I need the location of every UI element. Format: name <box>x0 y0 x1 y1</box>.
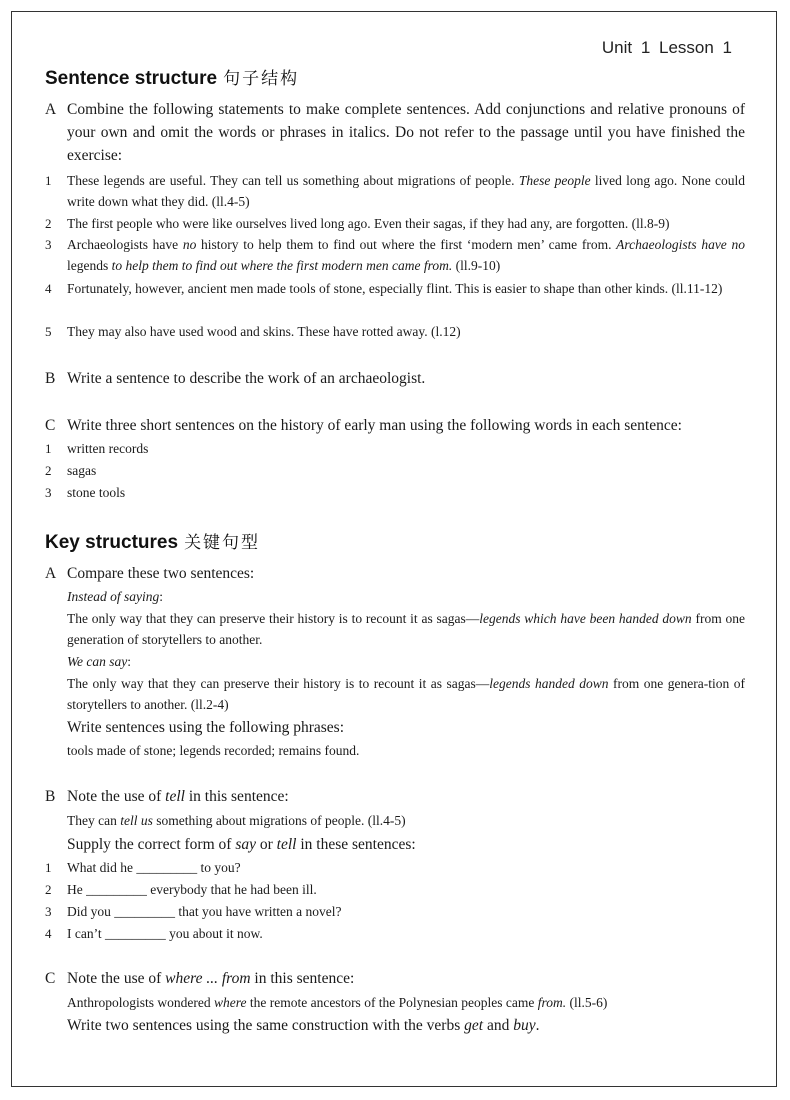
write-instruction: Write sentences using the following phrases: <box>67 719 345 736</box>
item-number: 3 <box>45 485 52 500</box>
ks-a-instead <box>45 586 745 608</box>
ks-b-item-3 <box>45 901 745 923</box>
item-text: Did you _________ that you have written a novel? <box>67 904 342 919</box>
heading-en: Key structures <box>45 532 179 553</box>
write-instruction: Write two sentences using the same construction with the verbs get and buy. <box>67 1017 540 1034</box>
ks-b-item-4 <box>45 923 745 945</box>
unit-lesson-header: Unit 1 Lesson 1 <box>601 38 732 57</box>
exercise-instruction: Note the use of where ... from in this sentence: <box>67 970 355 987</box>
ks-a-sentence-2 <box>45 673 745 717</box>
example-sentence: Anthropologists wondered where the remote ancestors of the Polynesian peoples came from. (ll.5-6) <box>67 995 608 1010</box>
ss-a-item-1 <box>45 170 745 214</box>
ss-c-item-2 <box>45 460 745 482</box>
example-sentence: The only way that they can preserve their history is to recount it as sagas—legends which have been handed down from one generation of storytellers to another. <box>67 611 745 647</box>
ss-a-item-2 <box>45 213 745 235</box>
ks-a-wecan <box>45 651 745 673</box>
item-text: They may also have used wood and skins. These have rotted away. (l.12) <box>67 324 461 339</box>
example-sentence: They can tell us something about migrations of people. (ll.4-5) <box>67 813 406 828</box>
ss-a-item-3 <box>45 234 745 278</box>
page-frame <box>11 11 777 1087</box>
item-text: The first people who were like ourselves lived long ago. Even their sagas, if they had any, are forgotten. (ll.8-9) <box>67 216 670 231</box>
exercise-ks-b <box>45 785 745 809</box>
item-text: These legends are useful. They can tell us something about migrations of people. These people lived long ago. None could write down what they did. (ll.4-5) <box>67 173 745 209</box>
exercise-label: A <box>45 565 57 582</box>
exercise-instruction: Write three short sentences on the history of early man using the following words in each sentence: <box>67 417 682 434</box>
item-number: 3 <box>45 237 52 252</box>
ks-a-write <box>45 716 745 740</box>
ks-c-write <box>45 1014 745 1038</box>
exercise-label: B <box>45 788 56 805</box>
ks-a-sentence-1 <box>45 608 745 652</box>
answer-blank[interactable]: _________ <box>104 926 166 941</box>
item-text: written records <box>67 441 149 456</box>
exercise-label: B <box>45 370 56 387</box>
item-text: He _________ everybody that he had been ill. <box>67 882 317 897</box>
item-number: 2 <box>45 463 52 478</box>
answer-blank[interactable]: _________ <box>86 882 147 897</box>
item-text: I can’t _________ you about it now. <box>67 926 263 941</box>
example-sentence: The only way that they can preserve their history is to recount it as sagas—legends handed down from one genera-tion of storytellers to another. (ll.2-4) <box>67 676 745 712</box>
exercise-label: C <box>45 417 56 434</box>
ss-a-item-4 <box>45 278 745 322</box>
item-text: Fortunately, however, ancient men made tools of stone, especially flint. This is easier to shape than other kinds. (ll.11-12) <box>67 281 723 296</box>
ks-b-item-1 <box>45 857 745 879</box>
textbook-page <box>12 12 778 1088</box>
ks-a-phrases <box>45 740 745 762</box>
ss-c-item-3 <box>45 482 745 504</box>
item-number: 1 <box>45 860 52 875</box>
item-text: What did he _________ to you? <box>67 860 241 875</box>
exercise-instruction: Combine the following statements to make complete sentences. Add conjunctions and relative pronouns of your own and omit the words or phrases in italics. Do not refer to the passage until you have finished the exercise: <box>67 101 745 164</box>
exercise-label: C <box>45 970 56 987</box>
item-text: Archaeologists have no history to help them to find out where the first ‘modern men’ came from. Archaeologists have no legends to help them to find out where the first modern men came from. (ll.9-10) <box>67 237 745 273</box>
exercise-ss-b <box>45 367 745 391</box>
sentence-structure-heading <box>45 64 299 90</box>
item-number: 2 <box>45 882 52 897</box>
ks-b-item-2 <box>45 879 745 901</box>
heading-en: Sentence structure <box>45 68 218 89</box>
heading-cn: 句子结构 <box>223 69 300 89</box>
item-text: stone tools <box>67 485 126 500</box>
ss-a-item-5 <box>45 321 745 343</box>
exercise-label: A <box>45 101 57 118</box>
ks-b-example <box>45 810 745 832</box>
exercise-ks-a <box>45 562 745 586</box>
item-number: 2 <box>45 216 52 231</box>
exercise-ks-c <box>45 967 745 991</box>
answer-blank[interactable]: _________ <box>114 904 175 919</box>
heading-cn: 关键句型 <box>184 533 261 553</box>
exercise-instruction: Note the use of tell in this sentence: <box>67 788 289 805</box>
exercise-instruction: Write a sentence to describe the work of an archaeologist. <box>67 370 426 387</box>
item-number: 4 <box>45 926 52 941</box>
ss-c-item-1 <box>45 438 745 460</box>
supply-instruction: Supply the correct form of say or tell in these sentences: <box>67 836 416 853</box>
phrases: tools made of stone; legends recorded; remains found. <box>67 743 360 758</box>
wecan-label: We can say: <box>67 654 132 669</box>
item-number: 3 <box>45 904 52 919</box>
instead-label: Instead of saying: <box>67 589 164 604</box>
item-text: sagas <box>67 463 97 478</box>
exercise-ss-c <box>45 414 745 438</box>
item-number: 4 <box>45 281 52 296</box>
exercise-instruction: Compare these two sentences: <box>67 565 255 582</box>
key-structures-heading <box>45 528 260 554</box>
item-number: 1 <box>45 173 52 188</box>
item-number: 5 <box>45 324 52 339</box>
answer-blank[interactable]: _________ <box>136 860 198 875</box>
item-number: 1 <box>45 441 52 456</box>
exercise-ss-a <box>45 98 745 168</box>
ks-b-supply <box>45 833 745 857</box>
ks-c-example <box>45 992 745 1014</box>
